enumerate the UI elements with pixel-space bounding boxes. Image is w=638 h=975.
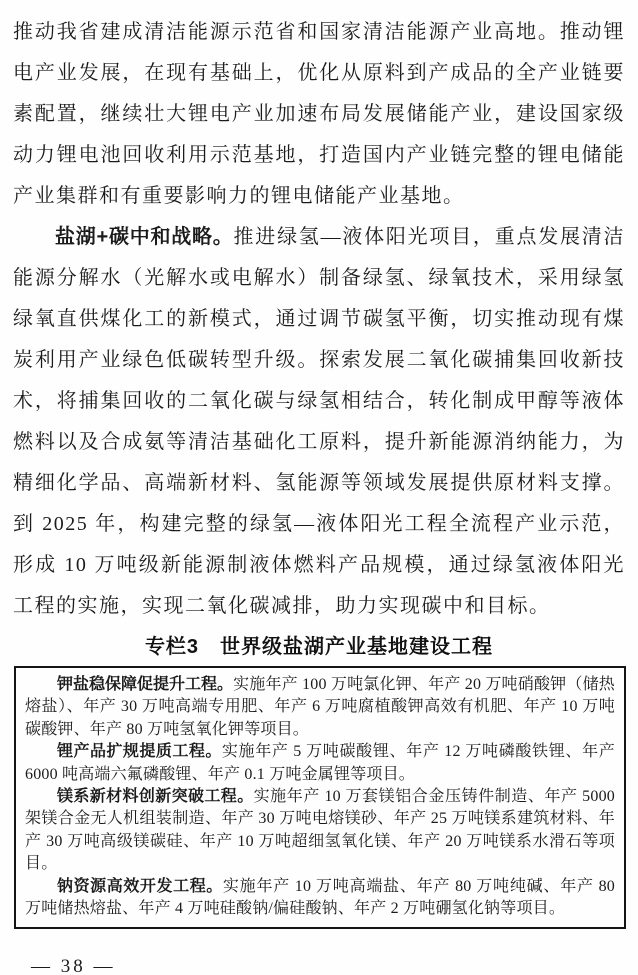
paragraph-text: 推动我省建成清洁能源示范省和国家清洁能源产业高地。推动锂电产业发展，在现有基础上，优化从原料到产成品的全产业链要素配置，继续壮大锂电产业加速布局发展储能产业，建设国家级动力锂电池回收利用示范基地，打造国内产业链完整的锂电储能产业集群和有重要影响力的锂电储能产业基地。 [13, 21, 625, 207]
box-item-lead: 镁系新材料创新突破工程。 [57, 788, 254, 806]
box-item-lithium [25, 741, 615, 786]
paragraph-text: 推进绿氢—液体阳光项目，重点发展清洁能源分解水（光解水或电解水）制备绿氢、绿氧技术，采用绿氢绿氧直供煤化工的新模式，通过调节碳氢平衡，切实推动现有煤炭利用产业绿色低碳转型升级。探索发展二氧化碳捕集回收新技术，将捕集回收的二氧化碳与绿氢相结合，转化制成甲醇等液体燃料以及合成氨等清洁基础化工原料，提升新能源消纳能力，为精细化学品、高端新材料、氢能源等领域发展提供原材料支撑。到 2025 年，构建完整的绿氢—液体阳光工程全流程产业示范，形成 10 万吨级新能源制液体燃料产品规模，通过绿氢液体阳光工程的实施，实现二氧化碳减排，助力实现碳中和目标。 [13, 226, 626, 617]
page-number: — 38 — [31, 956, 116, 975]
paragraph-continuation [13, 12, 625, 217]
column-box [14, 666, 626, 929]
box-item-sodium [25, 876, 615, 921]
box-item-magnesium [25, 786, 615, 876]
box-item-potassium [25, 674, 615, 741]
box-item-lead: 锂产品扩规提质工程。 [57, 743, 222, 761]
box-item-text: 实施年产 5 万吨碳酸锂、年产 12 万吨磷酸铁锂、年产 6000 吨高端六氟磷酸锂、年产 0.1 万吨金属锂等项目。 [25, 743, 615, 783]
paragraph-lead: 盐湖+碳中和战略。 [55, 226, 234, 248]
box-item-text: 实施年产 100 万吨氯化钾、年产 20 万吨硝酸钾（储热熔盐）、年产 30 万吨高端专用肥、年产 6 万吨腐植酸钾高效有机肥、年产 10 万吨碳酸钾、年产 80 万吨氢氧化钾等项目。 [25, 676, 615, 738]
box-item-text: 实施年产 10 万套镁铝合金压铸件制造、年产 5000 架镁合金无人机组装制造、年产 30 万吨电熔镁砂、年产 25 万吨镁系建筑材料、年产 30 万吨高级镁碳硅、年产 10 万吨超细氢氧化镁、年产 20 万吨镁系水滑石等项目。 [25, 788, 615, 873]
box-item-text: 实施年产 10 万吨高端盐、年产 80 万吨纯碱、年产 80 万吨储热熔盐、年产 4 万吨硅酸钠/偏硅酸钠、年产 2 万吨硼氢化钠等项目。 [25, 877, 615, 918]
box-item-lead: 钠资源高效开发工程。 [57, 877, 223, 895]
body-text [13, 12, 625, 627]
column-box-title: 专栏3 世界级盐湖产业基地建设工程 [144, 636, 494, 658]
box-item-lead: 钾盐稳保障促提升工程。 [57, 676, 234, 693]
paragraph-salt-lake-carbon-neutral [13, 217, 625, 627]
